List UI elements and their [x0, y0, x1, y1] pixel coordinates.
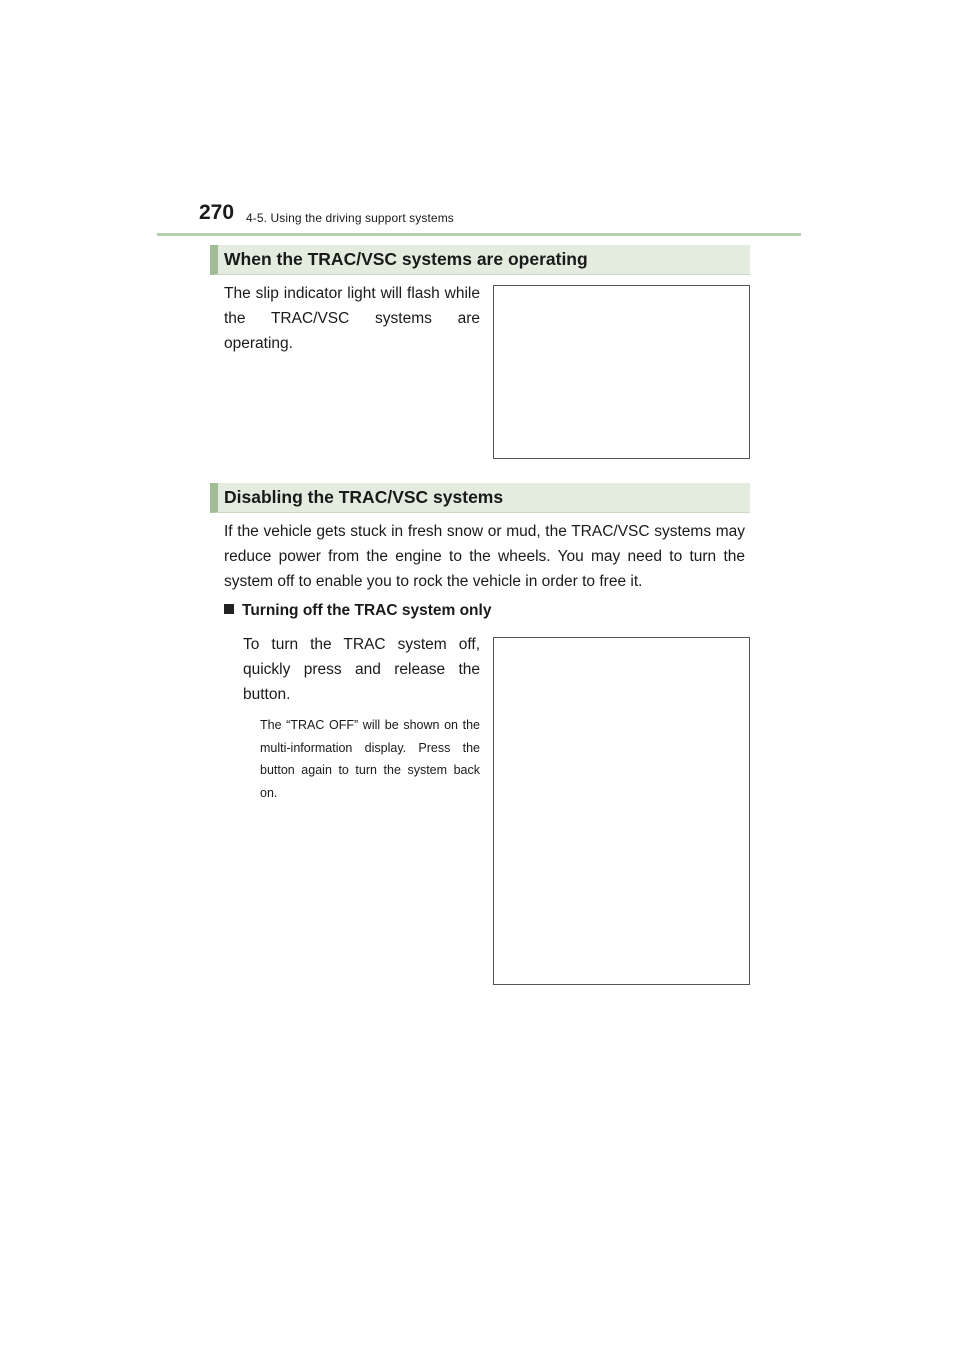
section-heading-disabling [210, 483, 750, 513]
trac-off-note: The “TRAC OFF” will be shown on the multi-information display. Press the button again to turn the system back on. [260, 718, 480, 800]
trac-off-instruction: To turn the TRAC system off, quickly press and release the button. [243, 636, 480, 703]
header-divider [157, 233, 801, 236]
page-number: 270 [199, 201, 235, 224]
section-heading-disabling-text: Disabling the TRAC/VSC systems [224, 487, 504, 507]
operating-body-text: The slip indicator light will flash while the TRAC/VSC systems are operating. [224, 285, 480, 352]
section-heading-operating [210, 245, 750, 275]
disabling-body-text: If the vehicle gets stuck in fresh snow or mud, the TRAC/VSC systems may reduce power from the engine to the wheels. You may need to turn the system off to enable you to rock the vehicle in order to free it. [224, 523, 745, 590]
section-breadcrumb: 4-5. Using the driving support systems [246, 211, 454, 225]
square-bullet-icon [224, 604, 234, 614]
illustration-trac-button [493, 637, 750, 985]
subsection-heading-trac-off [224, 602, 491, 620]
subsection-heading-text: Turning off the TRAC system only [242, 602, 492, 619]
section-heading-operating-text: When the TRAC/VSC systems are operating [224, 249, 588, 269]
illustration-slip-indicator [493, 285, 750, 459]
